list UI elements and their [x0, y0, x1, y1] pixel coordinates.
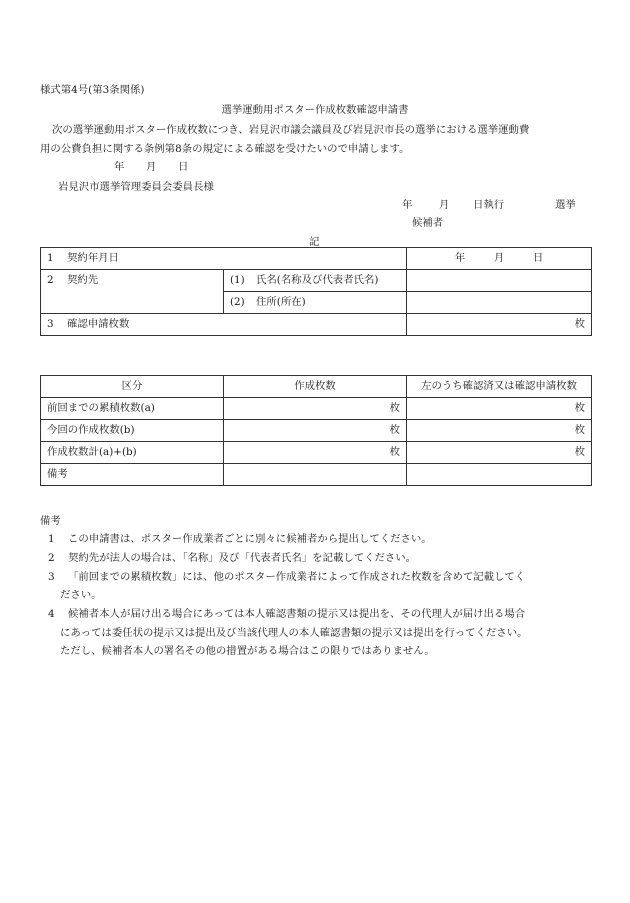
row-label: 作成枚数計(a)+(b)	[41, 442, 224, 464]
created-count-cell[interactable]: 枚	[224, 398, 407, 420]
note-item	[48, 549, 416, 564]
note-continuation: ただし、候補者本人の署名その他の措置がある場合はこの限りではありません。	[60, 645, 435, 657]
request-count-label: 確認申請枚数	[67, 318, 130, 330]
note-text: 候補者本人が届け出る場合にあっては本人確認書類の提示又は提出を、その代理人が届け出る場合	[68, 608, 526, 620]
contract-year: 年	[454, 252, 466, 264]
request-count-value-cell[interactable]	[407, 314, 592, 336]
contractor-address-label: 住所(所在)	[256, 296, 306, 308]
poster-count-table	[40, 375, 592, 486]
addressee: 岩見沢市選挙管理委員会委員長様	[58, 181, 214, 193]
table-row	[41, 270, 592, 292]
contract-date-label: 契約年月日	[67, 252, 119, 264]
note-text: 契約先が法人の場合は、「名称」及び「代表者氏名」を記載してください。	[68, 552, 417, 564]
confirmed-count-cell[interactable]: 枚	[407, 398, 592, 420]
contractor-name-value-cell[interactable]	[407, 270, 592, 292]
note-number: 3	[48, 571, 55, 583]
note-item	[48, 605, 525, 620]
election-year: 年	[402, 199, 413, 211]
created-count-cell[interactable]: 枚	[224, 420, 407, 442]
form-number-label: 様式第4号(第3条関係)	[40, 84, 145, 96]
row-label: 前回までの累積枚数(a)	[41, 398, 224, 420]
contractor-address-label-cell	[224, 292, 407, 314]
election-exec-day: 日執行	[473, 199, 505, 211]
confirmed-count-cell[interactable]: 枚	[407, 442, 592, 464]
confirmed-count-cell[interactable]: 枚	[407, 420, 592, 442]
sub-number: (2)	[230, 296, 245, 308]
request-count-label-cell	[41, 314, 407, 336]
row-number: 1	[47, 252, 54, 264]
note-number: 2	[48, 552, 55, 564]
election-label: 選挙	[555, 199, 576, 211]
intro-text-line-1: 次の選挙運動用ポスター作成枚数につき、岩見沢市議会議員及び岩見沢市長の選挙における選挙運動費	[52, 124, 530, 136]
header-confirmed-count: 左のうち確認済又は確認申請枚数	[407, 376, 592, 398]
sub-number: (1)	[230, 274, 245, 286]
table-row	[41, 442, 592, 464]
note-number: 4	[48, 608, 55, 620]
note-item	[48, 530, 432, 545]
header-category: 区分	[41, 376, 224, 398]
intro-text-line-2: 用の公費負担に関する条例第8条の規定による確認を受けたいので申請します。	[40, 143, 410, 155]
table-row	[41, 248, 592, 270]
note-text: 「前回までの累積枚数」には、他のポスター作成業者によって作成された枚数を含めて記載してく	[68, 571, 526, 583]
unit-label: 枚	[574, 318, 586, 330]
note-item	[48, 568, 525, 583]
table-row	[41, 420, 592, 442]
contract-day: 日	[532, 252, 544, 264]
contractor-label-cell	[41, 270, 224, 314]
contract-table	[40, 247, 592, 336]
note-text: この申請書は、ポスター作成業者ごとに別々に候補者から提出してください。	[68, 533, 432, 545]
document-title: 選挙運動用ポスター作成枚数確認申請書	[221, 104, 409, 116]
table-header-row	[41, 376, 592, 398]
row-number: 3	[47, 318, 54, 330]
created-count-cell[interactable]	[224, 464, 407, 486]
row-label: 備考	[41, 464, 224, 486]
row-label: 今回の作成枚数(b)	[41, 420, 224, 442]
table-row	[41, 314, 592, 336]
created-count-cell[interactable]: 枚	[224, 442, 407, 464]
contractor-name-label-cell	[224, 270, 407, 292]
contract-date-label-cell	[41, 248, 407, 270]
note-number: 1	[48, 533, 55, 545]
date-day: 日	[178, 161, 189, 173]
candidate-label: 候補者	[412, 217, 444, 229]
contractor-address-value-cell[interactable]	[407, 292, 592, 314]
confirmed-count-cell[interactable]	[407, 464, 592, 486]
election-month: 月	[439, 199, 450, 211]
date-month: 月	[146, 161, 157, 173]
row-number: 2	[47, 274, 54, 286]
contractor-name-label: 氏名(名称及び代表者氏名)	[256, 274, 379, 286]
contract-date-value-cell[interactable]	[407, 248, 592, 270]
contract-month: 月	[493, 252, 505, 264]
date-year: 年	[114, 161, 125, 173]
header-created-count: 作成枚数	[224, 376, 407, 398]
note-continuation: にあっては委任状の提示又は提出及び当該代理人の本人確認書類の提示又は提出を行ってください。	[60, 627, 528, 639]
ki-label: 記	[309, 236, 320, 248]
notes-title: 備考	[40, 515, 61, 527]
note-continuation: ださい。	[60, 589, 102, 601]
contractor-label: 契約先	[67, 274, 99, 286]
table-row	[41, 464, 592, 486]
table-row	[41, 398, 592, 420]
